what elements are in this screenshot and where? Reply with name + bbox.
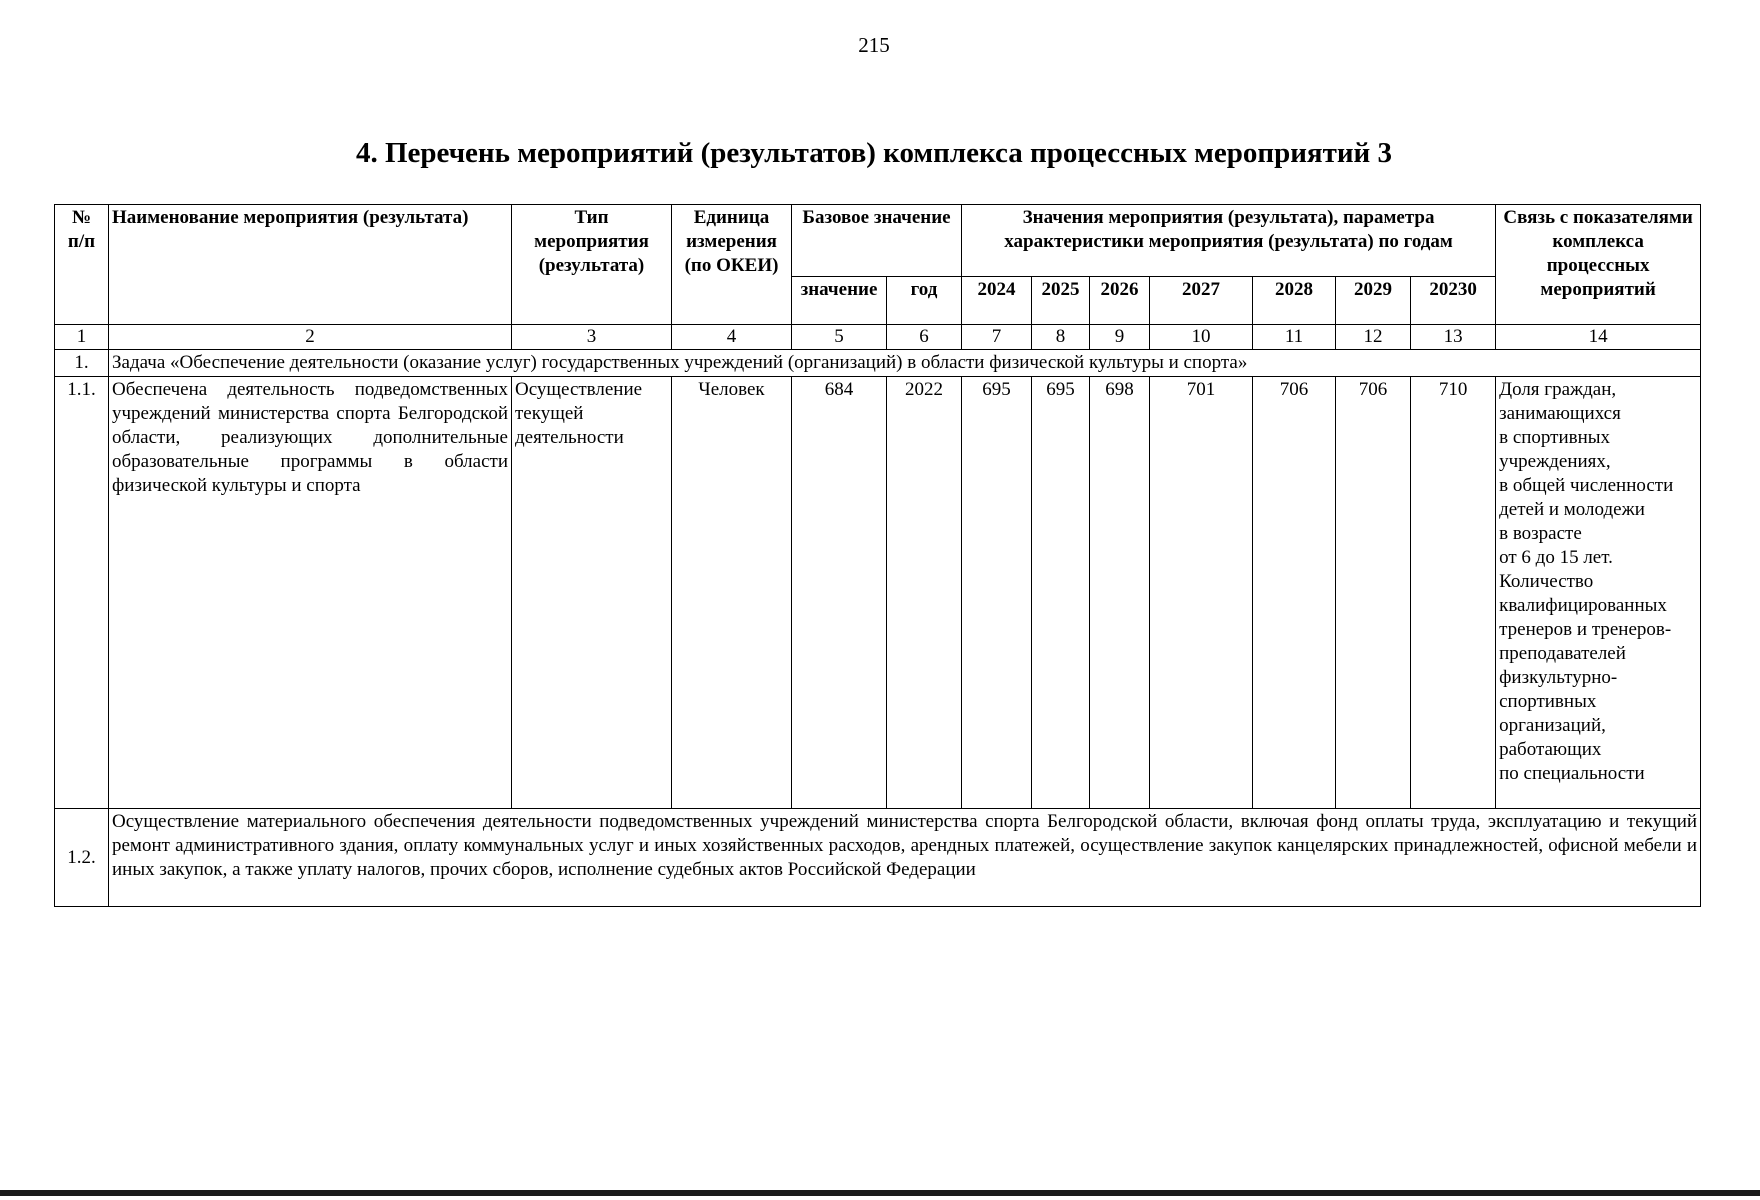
header-num: № п/п [55, 205, 109, 325]
bottom-rule [0, 1190, 1760, 1196]
header-base-year: год [887, 277, 962, 325]
row-value-2025: 695 [1032, 377, 1090, 809]
column-number: 2 [109, 325, 512, 350]
header-base-value: значение [792, 277, 887, 325]
row-num: 1.1. [55, 377, 109, 809]
header-year: 2026 [1090, 277, 1150, 325]
row-base-value: 684 [792, 377, 887, 809]
column-number-row [55, 325, 1701, 350]
page-number: 215 [858, 33, 890, 57]
row-link: Доля граждан, занимающихся в спортивных учреждениях, в общей численности детей и молодежи в возрасте от 6 до 15 лет. Количество квалифицированных тренеров и тренеров- преподавателей физкультурно- спортивных организаций, работающих по специальности [1496, 377, 1701, 809]
task-num: 1. [55, 350, 109, 377]
column-number: 6 [887, 325, 962, 350]
row-value-2024: 695 [962, 377, 1032, 809]
row-value-2026: 698 [1090, 377, 1150, 809]
activities-table [54, 204, 1701, 907]
row-name: Обеспечена деятельность подведомственных учреждений министерства спорта Белгородской области, реализующих дополнительные образовательные программы в области физической культуры и спорта [109, 377, 512, 809]
row-text: Осуществление материального обеспечения деятельности подведомственных учреждений министерства спорта Белгородской области, включая фонд оплаты труда, эксплуатацию и текущий ремонт административного здания, оплату коммунальных услуг и иных хозяйственных расходов, арендных платежей, осуществление закупок канцелярских принадлежностей, офисной мебели и иных закупок, а также уплату налогов, прочих сборов, исполнение судебных актов Российской Федерации [109, 809, 1701, 907]
column-number: 4 [672, 325, 792, 350]
header-row-1 [55, 205, 1701, 277]
header-link: Связь с показателями комплекса процессных мероприятий [1496, 205, 1701, 325]
header-base: Базовое значение [792, 205, 962, 277]
column-number: 5 [792, 325, 887, 350]
header-year: 2028 [1253, 277, 1336, 325]
row-value-2027: 701 [1150, 377, 1253, 809]
row-num: 1.2. [55, 809, 109, 907]
header-year: 2029 [1336, 277, 1411, 325]
header-year: 2025 [1032, 277, 1090, 325]
column-number: 8 [1032, 325, 1090, 350]
task-row [55, 350, 1701, 377]
row-type: Осуществление текущей деятельности [512, 377, 672, 809]
page-title: 4. Перечень мероприятий (результатов) комплекса процессных мероприятий 3 [355, 137, 1393, 169]
row-value-20230: 710 [1411, 377, 1496, 809]
task-text: Задача «Обеспечение деятельности (оказание услуг) государственных учреждений (организаций) в области физической культуры и спорта» [109, 350, 1701, 377]
column-number: 12 [1336, 325, 1411, 350]
table-row [55, 377, 1701, 809]
header-year: 2024 [962, 277, 1032, 325]
row-value-2029: 706 [1336, 377, 1411, 809]
column-number: 14 [1496, 325, 1701, 350]
row-unit: Человек [672, 377, 792, 809]
column-number: 10 [1150, 325, 1253, 350]
table-row [55, 809, 1701, 907]
header-year: 20230 [1411, 277, 1496, 325]
column-number: 1 [55, 325, 109, 350]
header-type: Тип мероприятия (результата) [512, 205, 672, 325]
header-name: Наименование мероприятия (результата) [109, 205, 512, 325]
column-number: 3 [512, 325, 672, 350]
header-values: Значения мероприятия (результата), параметра характеристики мероприятия (результата) по годам [962, 205, 1496, 277]
row-value-2028: 706 [1253, 377, 1336, 809]
column-number: 13 [1411, 325, 1496, 350]
column-number: 11 [1253, 325, 1336, 350]
header-year: 2027 [1150, 277, 1253, 325]
row-base-year: 2022 [887, 377, 962, 809]
column-number: 7 [962, 325, 1032, 350]
header-unit: Единица измерения (по ОКЕИ) [672, 205, 792, 325]
column-number: 9 [1090, 325, 1150, 350]
